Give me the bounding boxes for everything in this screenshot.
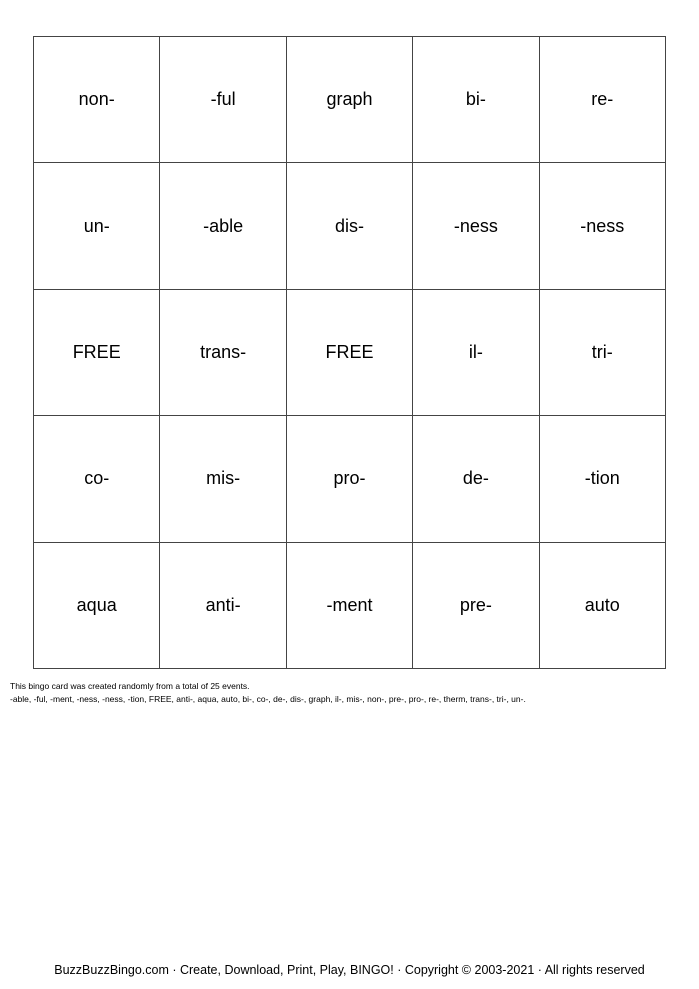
events-list: -able, -ful, -ment, -ness, -ness, -tion, FREE, anti-, aqua, auto, bi-, co-, de-, dis-, graph, il-, mis-, non-, pre-, pro-, re-, therm, trans-, tri-, un-. xyxy=(10,694,526,704)
bingo-cell: -ness xyxy=(540,163,666,289)
bingo-cell-free: FREE xyxy=(287,290,413,416)
card-creation-note: This bingo card was created randomly from a total of 25 events. xyxy=(10,681,250,691)
bingo-cell: graph xyxy=(287,37,413,163)
bingo-cell: auto xyxy=(540,543,666,669)
bingo-cell: il- xyxy=(413,290,539,416)
bingo-cell: aqua xyxy=(34,543,160,669)
bingo-cell: -ness xyxy=(413,163,539,289)
bingo-cell: -ful xyxy=(160,37,286,163)
bingo-cell: -ment xyxy=(287,543,413,669)
bingo-cell: mis- xyxy=(160,416,286,542)
bingo-cell: pre- xyxy=(413,543,539,669)
bingo-cell: -tion xyxy=(540,416,666,542)
bingo-cell: tri- xyxy=(540,290,666,416)
bingo-cell: co- xyxy=(34,416,160,542)
bingo-cell: de- xyxy=(413,416,539,542)
bingo-cell: bi- xyxy=(413,37,539,163)
bingo-cell: pro- xyxy=(287,416,413,542)
bingo-card-grid xyxy=(33,36,666,669)
bingo-cell: trans- xyxy=(160,290,286,416)
bingo-cell: re- xyxy=(540,37,666,163)
bingo-cell: dis- xyxy=(287,163,413,289)
bingo-cell: non- xyxy=(34,37,160,163)
bingo-cell: anti- xyxy=(160,543,286,669)
bingo-cell: un- xyxy=(34,163,160,289)
bingo-cell: -able xyxy=(160,163,286,289)
bingo-cell-free: FREE xyxy=(34,290,160,416)
page-footer: BuzzBuzzBingo.com · Create, Download, Print, Play, BINGO! · Copyright © 2003-2021 · All rights reserved xyxy=(54,963,645,977)
